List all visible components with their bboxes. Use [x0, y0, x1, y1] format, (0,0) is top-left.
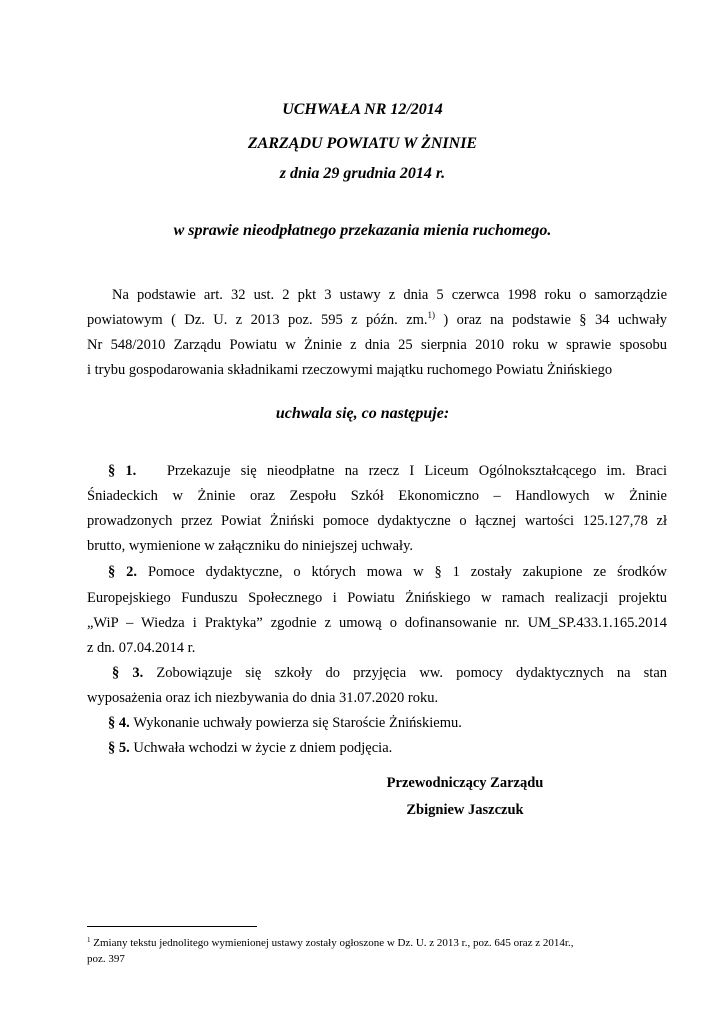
- section-2-line-4: z dn. 07.04.2014 r.: [87, 640, 196, 656]
- section-2-line-1: [108, 562, 667, 582]
- resolution-issuer: ZARZĄDU POWIATU W ŻNINIE: [247, 135, 478, 152]
- section-5-number: § 5.: [108, 740, 130, 756]
- section-3-number: § 3.: [112, 665, 144, 681]
- resolution-date: z dnia 29 grudnia 2014 r.: [279, 165, 446, 182]
- section-1-line-4: brutto, wymienione w załączniku do niniejszej uchwały.: [87, 538, 414, 554]
- section-2-line-3: „WiP – Wiedza i Praktyka” zgodnie z umową o dofinansowanie nr. UM_SP.433.1.165.2014: [87, 615, 667, 631]
- section-3-line-1: [112, 663, 667, 683]
- signature-name: Zbigniew Jaszczuk: [406, 802, 524, 818]
- section-1-text: Przekazuje się nieodpłatne na rzecz I Liceum Ogólnokształcącego im. Braci: [166, 463, 668, 479]
- section-4-line: [108, 713, 667, 733]
- resolution-title: UCHWAŁA NR 12/2014: [282, 101, 443, 118]
- preamble-line-1: Na podstawie art. 32 ust. 2 pkt 3 ustawy z dnia 5 czerwca 1998 roku o samorządzie: [112, 287, 667, 303]
- signature-role: Przewodniczący Zarządu: [386, 775, 544, 791]
- section-4-number: § 4.: [108, 715, 130, 731]
- resolves-heading: uchwala się, co następuje:: [275, 405, 450, 422]
- preamble-line-3: Nr 548/2010 Zarządu Powiatu w Żninie z dnia 25 sierpnia 2010 roku w sprawie sposobu: [87, 337, 667, 353]
- footnote-ref: 1): [427, 310, 436, 320]
- section-1-line-2: Śniadeckich w Żninie oraz Zespołu Szkół Ekonomiczno – Handlowych w Żninie: [87, 488, 667, 504]
- resolution-subject: w sprawie nieodpłatnego przekazania mienia ruchomego.: [173, 222, 552, 239]
- preamble-line-2: [87, 310, 667, 330]
- preamble-line-4: i trybu gospodarowania składnikami rzeczowymi majątku ruchomego Powiatu Żnińskiego: [87, 362, 613, 378]
- footnote-line-2: poz. 397: [87, 953, 125, 965]
- section-1-line-3: prowadzonych przez Powiat Żniński pomoce dydaktyczne o łącznej wartości 125.127,78 zł: [87, 513, 667, 529]
- section-1-line-1: [108, 461, 667, 481]
- preamble-line-2-text: powiatowym ( Dz. U. z 2013 poz. 595 z późn. zm.: [87, 312, 428, 328]
- section-4-text: Wykonanie uchwały powierza się Staroście Żnińskiemu.: [133, 715, 462, 731]
- footnote-marker: 1: [87, 936, 91, 944]
- section-3-line-2: wyposażenia oraz ich niezbywania do dnia 31.07.2020 roku.: [87, 690, 439, 706]
- footnote-text: Zmiany tekstu jednolitego wymienionej ustawy zostały ogłoszone w Dz. U. z 2013 r., poz. 645 oraz z 2014r.,: [90, 937, 574, 949]
- preamble-line-2-text-b: ) oraz na podstawie § 34 uchwały: [435, 312, 667, 328]
- section-5-line: [108, 738, 667, 758]
- footnote-line-1: [87, 936, 667, 951]
- section-2-line-2: Europejskiego Funduszu Społecznego i Powiatu Żnińskiego w ramach realizacji projektu: [87, 590, 667, 606]
- footnote-divider: [87, 926, 257, 927]
- section-2-number: § 2.: [108, 564, 138, 580]
- section-3-text: Zobowiązuje się szkoły do przyjęcia ww. pomocy dydaktycznych na stan: [156, 665, 668, 681]
- section-1-number: § 1.: [108, 463, 137, 479]
- section-2-text: Pomoce dydaktyczne, o których mowa w § 1 zostały zakupione ze środków: [147, 564, 668, 580]
- section-5-text: Uchwała wchodzi w życie z dniem podjęcia.: [133, 740, 393, 756]
